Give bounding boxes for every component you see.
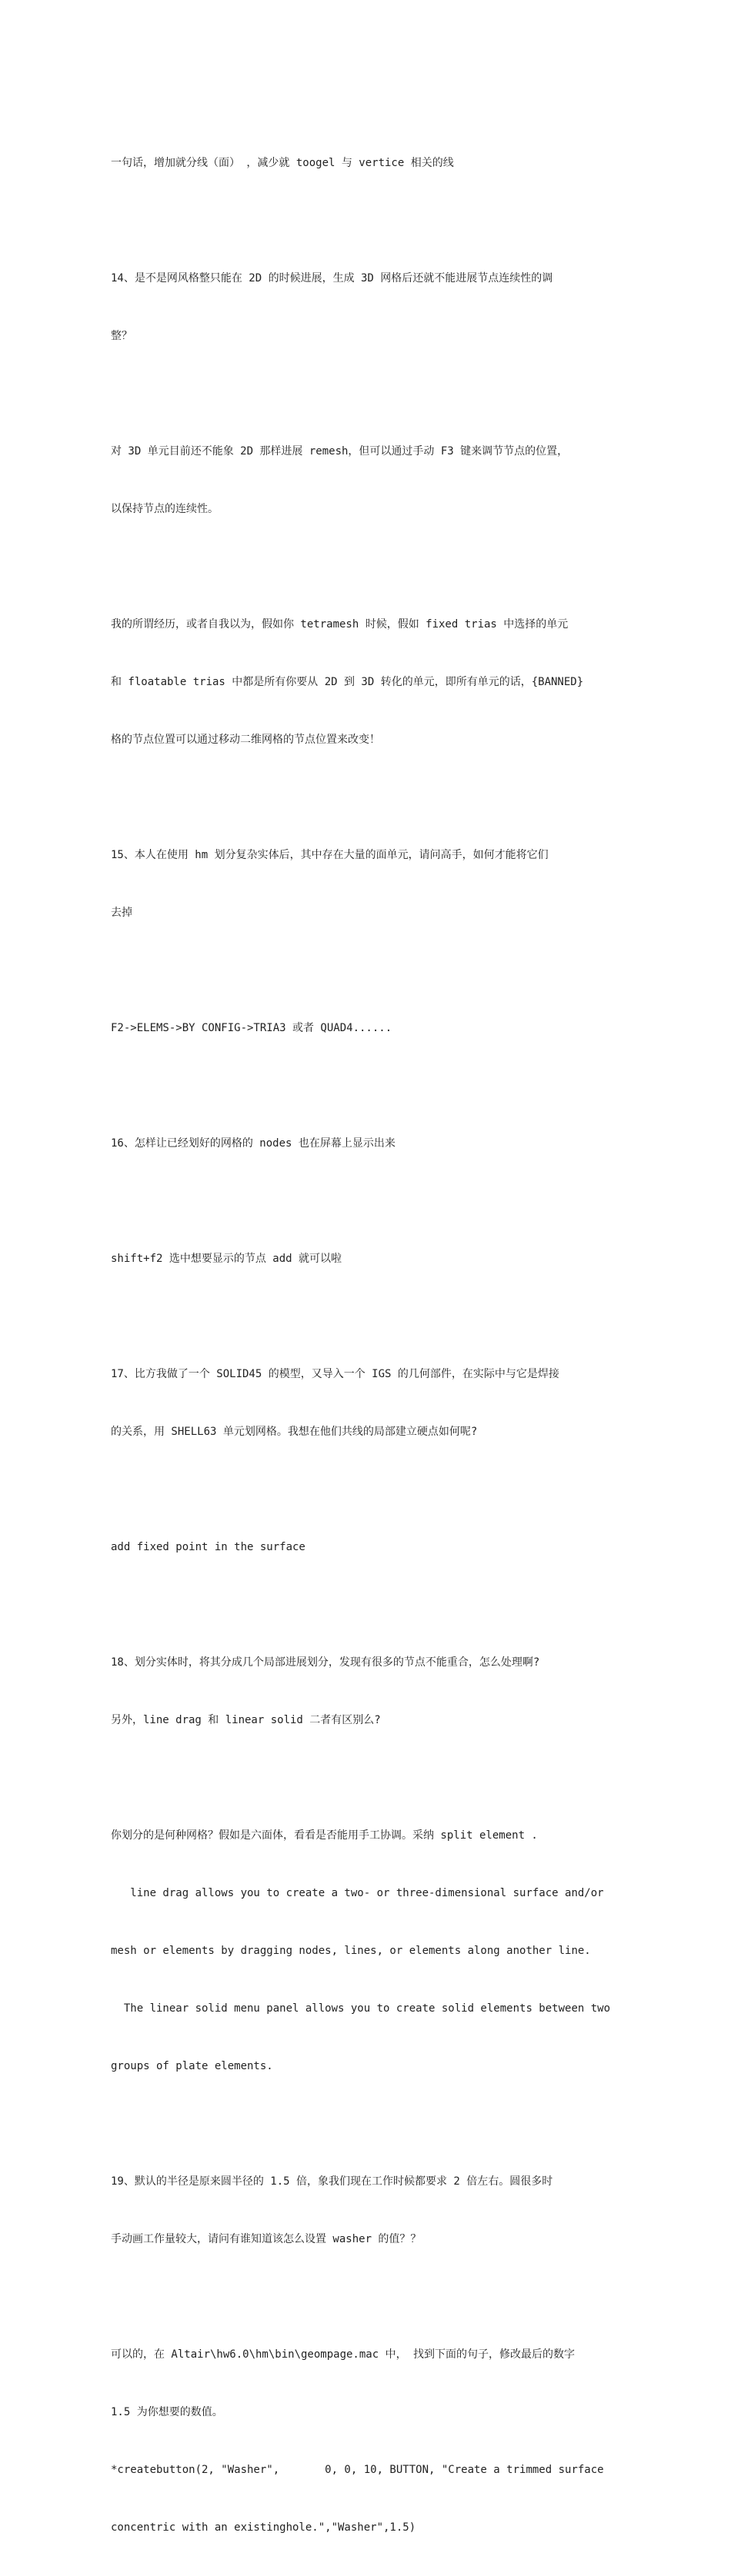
text-line: 格的节点位置可以通过移动二维网格的节点位置来改变！ bbox=[111, 734, 380, 746]
text-line: 对 3D 单元目前还不能象 2D 那样进展 remesh，但可以通过手动 F3 键来调节节点的位置， bbox=[111, 445, 569, 458]
answer-17 bbox=[111, 1499, 631, 1596]
text-line: mesh or elements by dragging nodes, lines, or elements along another line. bbox=[111, 1945, 591, 1957]
document-body bbox=[111, 115, 631, 2576]
text-line: 的关系，用 SHELL63 单元划网格。我想在他们共线的局部建立硬点如何呢? bbox=[111, 1426, 478, 1438]
text-line: add fixed point in the surface bbox=[111, 1541, 305, 1553]
text-line: groups of plate elements. bbox=[111, 2060, 273, 2072]
text-line: 你划分的是何种网格？假如是六面体，看看是否能用手工协调。采纳 split element . bbox=[111, 1829, 538, 1842]
text-line: *createbutton(2, "Washer", 0, 0, 10, BUTTON, "Create a trimmed surface bbox=[111, 2464, 604, 2476]
text-line: 14、是不是网风格整只能在 2D 的时候进展，生成 3D 网格后还就不能进展节点连续性的调 bbox=[111, 272, 553, 285]
answer-14 bbox=[111, 404, 631, 557]
text-line: shift+f2 选中想要显示的节点 add 就可以啦 bbox=[111, 1253, 342, 1265]
answer-18 bbox=[111, 1788, 631, 2115]
question-17 bbox=[111, 1326, 631, 1480]
text-line: 1.5 为你想要的数值。 bbox=[111, 2406, 223, 2418]
text-line: line drag allows you to create a two- or three-dimensional surface and/or bbox=[111, 1887, 604, 1899]
text-line: 16、怎样让已经划好的网格的 nodes 也在屏幕上显示出来 bbox=[111, 1137, 396, 1150]
text-line: 去掉 bbox=[111, 907, 132, 919]
answer-14-note bbox=[111, 577, 631, 788]
question-14 bbox=[111, 231, 631, 384]
text-line: 可以的，在 Altair\hw6.0\hm\bin\geompage.mac 中， 找到下面的句子，修改最后的数字 bbox=[111, 2348, 576, 2361]
question-19 bbox=[111, 2134, 631, 2288]
question-16 bbox=[111, 1096, 631, 1192]
text-line: 另外，line drag 和 linear solid 二者有区别么? bbox=[111, 1714, 381, 1726]
text-line: 以保持节点的连续性。 bbox=[111, 503, 219, 515]
question-15 bbox=[111, 807, 631, 961]
text-line: 一句话，增加就分线（面） ，减少就 toogel 与 vertice 相关的线 bbox=[111, 157, 454, 169]
text-line: F2->ELEMS->BY CONFIG->TRIA3 或者 QUAD4...... bbox=[111, 1022, 392, 1034]
text-line: concentric with an existinghole.","Washer",1.5) bbox=[111, 2521, 416, 2534]
text-line: 19、默认的半径是原来圆半径的 1.5 倍，象我们现在工作时候都要求 2 倍左右。圆很多时 bbox=[111, 2175, 553, 2188]
text-line: 和 floatable trias 中都是所有你要从 2D 到 3D 转化的单元，即所有单元的话，{BANNED} bbox=[111, 676, 584, 688]
text-line: 18、划分实体时，将其分成几个局部进展划分，发现有很多的节点不能重合，怎么处理啊? bbox=[111, 1656, 540, 1669]
paragraph-intro bbox=[111, 115, 631, 211]
text-line: 手动画工作量较大，请问有谁知道该怎么设置 washer 的值？？ bbox=[111, 2233, 422, 2245]
text-line: 15、本人在使用 hm 划分复杂实体后，其中存在大量的面单元，请问高手，如何才能将它们 bbox=[111, 849, 549, 861]
text-line: 我的所谓经历，或者自我以为，假如你 tetramesh 时候，假如 fixed trias 中选择的单元 bbox=[111, 618, 569, 631]
text-line: 17、比方我做了一个 SOLID45 的模型，又导入一个 IGS 的几何部件，在实际中与它是焊接 bbox=[111, 1368, 559, 1380]
answer-16 bbox=[111, 1211, 631, 1307]
text-line: 整？ bbox=[111, 330, 132, 342]
answer-19 bbox=[111, 2307, 631, 2576]
question-18 bbox=[111, 1615, 631, 1769]
text-line: The linear solid menu panel allows you to create solid elements between two bbox=[111, 2002, 611, 2015]
answer-15 bbox=[111, 980, 631, 1077]
